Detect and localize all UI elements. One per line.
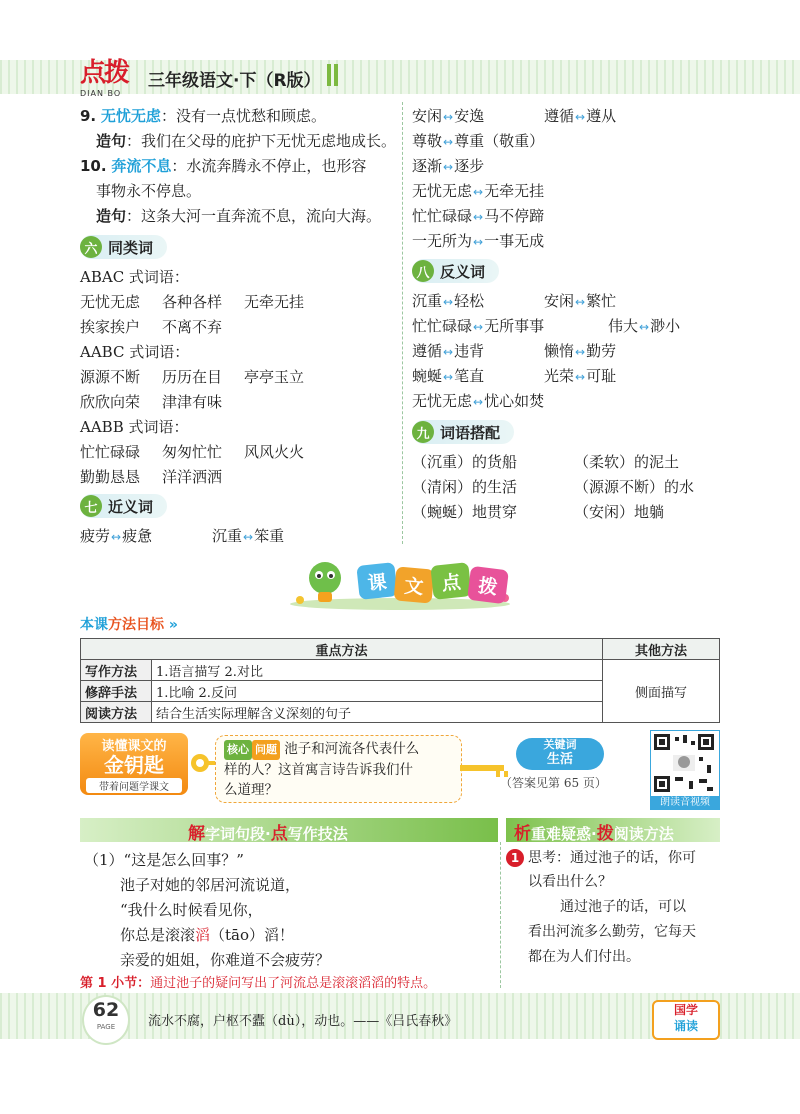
- aabc-label: AABC 式词语：: [80, 343, 190, 361]
- title-bar-decoration: [327, 64, 331, 86]
- book-title: 三年级语文·下（R版）: [148, 71, 321, 91]
- think-question: 以看出什么？: [528, 874, 612, 890]
- answer-line: 看出河流多么勤劳，它每天: [528, 924, 696, 940]
- method-row-value: 1.语言描写 2.对比: [152, 660, 603, 681]
- methods-header-main: 重点方法: [81, 639, 603, 660]
- item-10: 10. 奔流不息：水流奔腾永不停止，也形容: [80, 157, 367, 175]
- right-section-heading: 析重难疑惑·拨阅读方法: [506, 818, 720, 842]
- think-question: 思考：通过池子的话，你可: [528, 850, 696, 866]
- method-row-label: 写作方法: [81, 660, 152, 681]
- column-divider: [402, 102, 403, 544]
- item-10-def2: 事物永不停息。: [96, 182, 202, 200]
- banner-char: 拨: [467, 566, 509, 604]
- poem-line: 亲爱的姐姐，你难道不会疲劳？: [120, 951, 331, 969]
- page-number-badge: 62 PAGE: [82, 995, 130, 1045]
- item-9-example: 造句：我们在父母的庇护下无忧无虑地成长。: [96, 132, 397, 150]
- poem-line: 你总是滚滚滔（tāo）滔！: [120, 926, 295, 944]
- section-heading-7: 七 近义词: [80, 494, 167, 518]
- antonym-line: 无忧无虑↔忧心如焚: [412, 392, 545, 410]
- methods-header-other: 其他方法: [603, 639, 720, 660]
- bottom-divider: [500, 842, 501, 988]
- section-heading-6: 六 同类词: [80, 235, 167, 259]
- answer-note: （答案见第 65 页）: [500, 776, 607, 790]
- section-heading-9: 九 词语搭配: [412, 420, 514, 444]
- methods-other-value: 侧面描写: [603, 660, 720, 723]
- method-row-label: 阅读方法: [81, 702, 152, 723]
- footer-quote: 流水不腐，户枢不蠹（dù），动也。——《吕氏春秋》: [148, 1014, 458, 1029]
- title-bar-decoration: [334, 64, 338, 86]
- banner-char: 文: [394, 566, 435, 603]
- banner-char: 点: [430, 562, 471, 600]
- stanza-note: 第 1 小节：通过池子的疑问写出了河流总是滚滚滔滔的特点。: [80, 976, 437, 991]
- abac-label: ABAC 式词语：: [80, 268, 189, 286]
- key-icon: [188, 748, 218, 778]
- methods-table: [80, 638, 720, 723]
- synonym-line: 逐渐↔逐步: [412, 157, 485, 175]
- left-section-heading: 解字词句段·点写作技法: [80, 818, 498, 842]
- method-row-value: 结合生活实际理解含义深刻的句子: [152, 702, 603, 723]
- poem-line: “我什么时候看见你，: [120, 901, 263, 919]
- core-question-box: 核心 问题 池子和河流各代表什么 样的人？这首寓言诗告诉我们什 么道理？: [215, 735, 462, 803]
- guoxue-badge: 国学 诵读: [652, 1000, 720, 1040]
- qr-label: 朗读音视频: [650, 796, 720, 810]
- lesson-banner: [280, 550, 520, 612]
- method-row-label: 修辞手法: [81, 681, 152, 702]
- item-10-example: 造句：这条大河一直奔流不息，流向大海。: [96, 207, 382, 225]
- synonym-line: 一无所为↔一事无成: [412, 232, 545, 250]
- methods-title: 本课方法目标 »: [80, 617, 178, 633]
- poem-line: （1）“这是怎么回事？”: [84, 851, 244, 869]
- qr-pattern: [651, 731, 717, 795]
- item-9: 9. 无忧无虑：没有一点忧愁和顾虑。: [80, 107, 326, 125]
- brand-logo: 点拨 DIAN BO: [80, 58, 129, 98]
- question-number-badge: 1: [506, 849, 524, 867]
- method-row-value: 1.比喻 2.反问: [152, 681, 603, 702]
- keyword-badge: 关键词 生活: [516, 738, 604, 770]
- banner-char: 课: [356, 562, 397, 600]
- answer-line: 通过池子的话，可以: [560, 899, 686, 915]
- synonym-line: 忙忙碌碌↔马不停蹄: [412, 207, 545, 225]
- poem-line: 池子对她的邻居河流说道，: [120, 876, 301, 894]
- qr-code[interactable]: [650, 730, 720, 798]
- aabb-label: AABB 式词语：: [80, 418, 189, 436]
- synonym-line: 无忧无虑↔无牵无挂: [412, 182, 545, 200]
- section-heading-8: 八 反义词: [412, 259, 499, 283]
- answer-line: 都在为人们付出。: [528, 949, 640, 965]
- synonym-line: 尊敬↔尊重（敬重）: [412, 132, 545, 150]
- golden-key-box: 读懂课文的 金钥匙 带着问题学课文: [80, 733, 188, 795]
